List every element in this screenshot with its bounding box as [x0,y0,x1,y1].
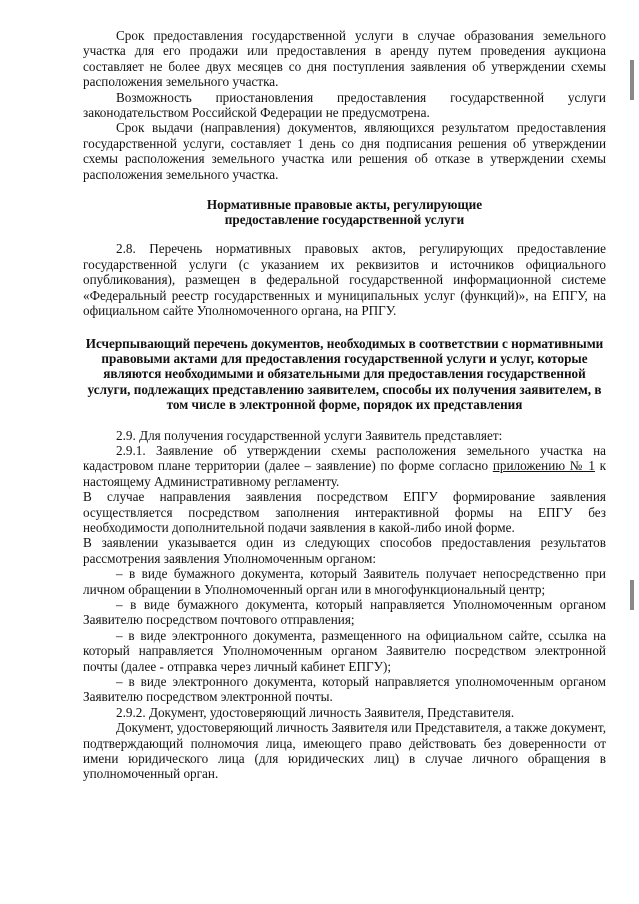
paragraph-identity-docs: Документ, удостоверяющий личность Заявителя или Представителя, а также документ, подтверждающий полномочия лица, имеющего право действовать без доверенности от имени юридического лица (для юридических лиц) в случае личного обращения в уполномоченный орган. [83,720,606,782]
document-body [83,28,606,782]
section-heading-legal-acts: Нормативные правовые акты, регулирующие предоставление государственной услуги [206,197,483,228]
paragraph-2-8: 2.8. Перечень нормативных правовых актов, регулирующих предоставление государственной услуги (с указанием их реквизитов и источников официального опубликования), размещен в федеральной государственной информационной системе «Федеральный реестр государственных и муниципальных услуг (функций)», на ЕПГУ, на официальном сайте Уполномоченного органа, на РПГУ. [83,241,606,319]
paragraph-2-9: 2.9. Для получения государственной услуги Заявитель представляет: [116,427,503,443]
list-item: – в виде электронного документа, который направляется уполномоченным органом Заявителю посредством электронной почты. [83,674,606,705]
scan-edge-mark [630,60,634,100]
paragraph-2-9-1-text: 2.9.1. Заявление об утверждении схемы расположения земельного участка на кадастровом плане территории (далее – заявление) по форме согласно [83,442,606,474]
scan-edge-mark [630,580,634,610]
list-item: – в виде бумажного документа, который направляется Уполномоченным органом Заявителю посредством почтового отправления; [83,597,606,628]
list-item: – в виде электронного документа, размещенного на официальном сайте, ссылка на который направляется Уполномоченным органом Заявителю посредством электронной почты (далее - отправка через личный кабинет ЕПГУ); [83,627,606,674]
paragraph-issue-term: Срок выдачи (направления) документов, являющихся результатом предоставления государственной услуги, составляет 1 день со дня подписания решения об утверждении схемы расположения земельного участка или решения об отказе в утверждении схемы расположения земельного участка. [83,120,606,182]
appendix-1-link[interactable]: приложению № 1 [492,458,595,474]
paragraph-suspension: Возможность приостановления предоставления государственной услуги законодательством Российской Федерации не предусмотрена. [83,89,606,121]
list-item: – в виде бумажного документа, который Заявитель получает непосредственно при личном обращении в Уполномоченный орган или в многофункциональный центр; [83,566,606,597]
paragraph-2-9-1 [83,443,606,489]
paragraph-term-auction: Срок предоставления государственной услуги в случае образования земельного участка для его продажи или предоставления в аренду путем проведения аукциона составляет не более двух месяцев со дня поступления заявления об утверждении схемы расположения земельного участка. [83,28,606,90]
paragraph-2-9-1-tail: к настоящему Административному регламенту. [83,458,606,489]
paragraph-2-9-2: 2.9.2. Документ, удостоверяющий личность Заявителя, Представителя. [116,704,515,720]
paragraph-methods: В заявлении указывается один из следующих способов предоставления результатов рассмотрения заявления Уполномоченным органом: [83,535,606,566]
section-heading-documents: Исчерпывающий перечень документов, необходимых в соответствии с нормативными правовыми актами для предоставления государственной услуги и услуг, которые являются необходимыми и обязательными для предоставления государственной услуги, подлежащих представлению заявителем, способы их получения заявителем, в том числе в электронной форме, порядок их представления [85,335,604,413]
paragraph-epgu: В случае направления заявления посредством ЕПГУ формирование заявления осуществляется посредством заполнения интерактивной формы на ЕПГУ без необходимости дополнительной подачи заявления в какой-либо иной форме. [83,489,606,535]
